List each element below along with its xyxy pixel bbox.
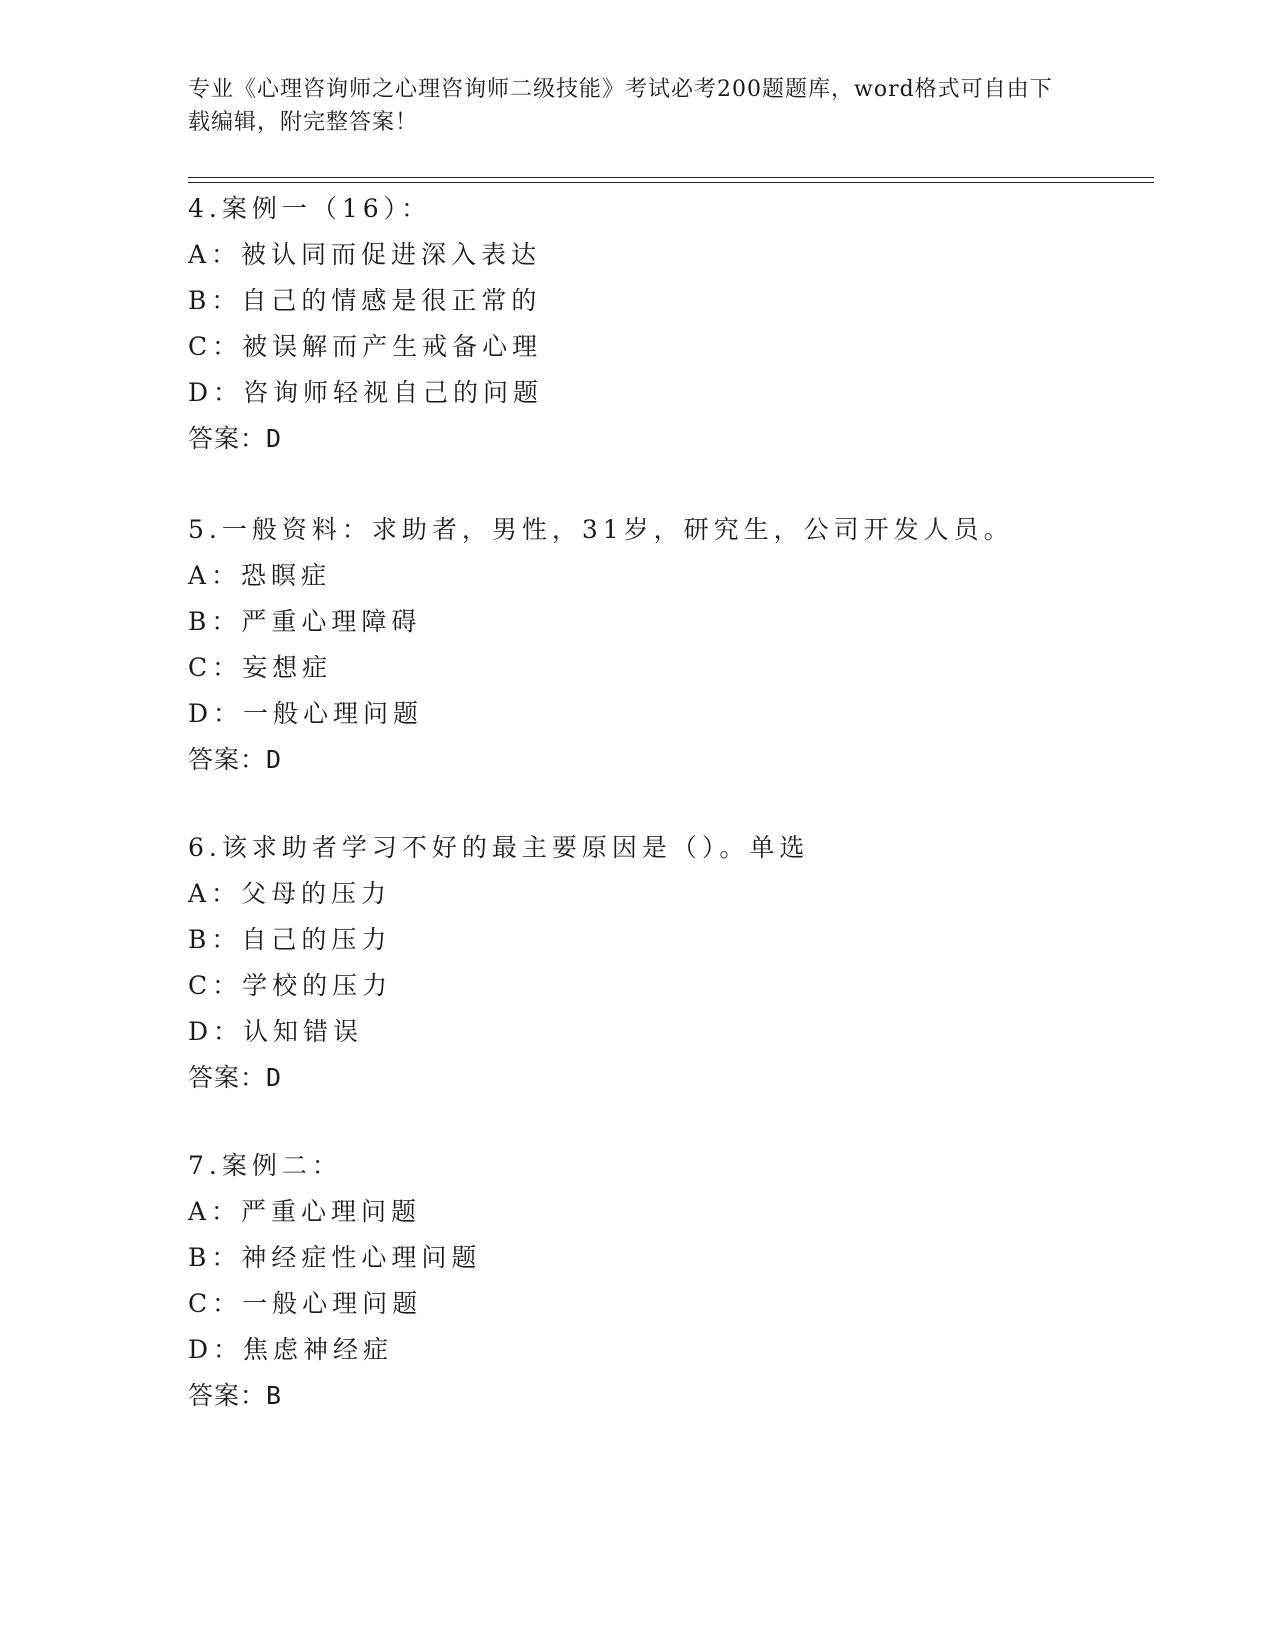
answer-value: D [266, 745, 283, 774]
answer-line [188, 1055, 1154, 1101]
document-intro: 专业《心理咨询师之心理咨询师二级技能》考试必考200题题库，word格式可自由下载编辑，附完整答案！ [188, 77, 1053, 135]
option-a: A：严重心理问题 [188, 1197, 422, 1226]
answer-value: B [266, 1381, 283, 1410]
option-d: D：一般心理问题 [188, 699, 424, 728]
answer-value: D [266, 424, 283, 453]
option-c: C：学校的压力 [188, 971, 393, 1000]
answer-label: 答案： [188, 745, 267, 774]
option-c: C：被误解而产生戒备心理 [188, 332, 543, 361]
question-text: 4.案例一（16）： [188, 194, 432, 223]
option-b: B：自己的情感是很正常的 [188, 286, 542, 315]
answer-line [188, 416, 1154, 462]
question-6 [188, 825, 1154, 1101]
question-text: 5.一般资料：求助者，男性，31岁，研究生，公司开发人员。 [188, 515, 1014, 544]
option-a: A：被认同而促进深入表达 [188, 240, 542, 269]
answer-label: 答案： [188, 424, 267, 453]
option-b: B：神经症性心理问题 [188, 1243, 482, 1272]
answer-value: D [266, 1063, 283, 1092]
option-b: B：自己的压力 [188, 925, 392, 954]
question-4 [188, 186, 1154, 462]
option-c: C：妄想症 [188, 653, 333, 682]
option-c: C：一般心理问题 [188, 1289, 423, 1318]
question-5 [188, 507, 1154, 783]
header-divider-top [188, 177, 1154, 178]
question-7 [188, 1143, 1154, 1419]
option-d: D：咨询师轻视自己的问题 [188, 378, 544, 407]
answer-line [188, 1373, 1154, 1419]
answer-line [188, 737, 1154, 783]
option-a: A：恐瞑症 [188, 561, 332, 590]
question-text: 7.案例二： [188, 1151, 342, 1180]
question-text: 6.该求助者学习不好的最主要原因是（）。单选 [188, 833, 810, 862]
option-a: A：父母的压力 [188, 879, 392, 908]
option-b: B：严重心理障碍 [188, 607, 422, 636]
option-d: D：认知错误 [188, 1017, 364, 1046]
option-d: D：焦虑神经症 [188, 1335, 394, 1364]
header-divider-bottom [188, 182, 1154, 183]
answer-label: 答案： [188, 1063, 267, 1092]
answer-label: 答案： [188, 1381, 267, 1410]
